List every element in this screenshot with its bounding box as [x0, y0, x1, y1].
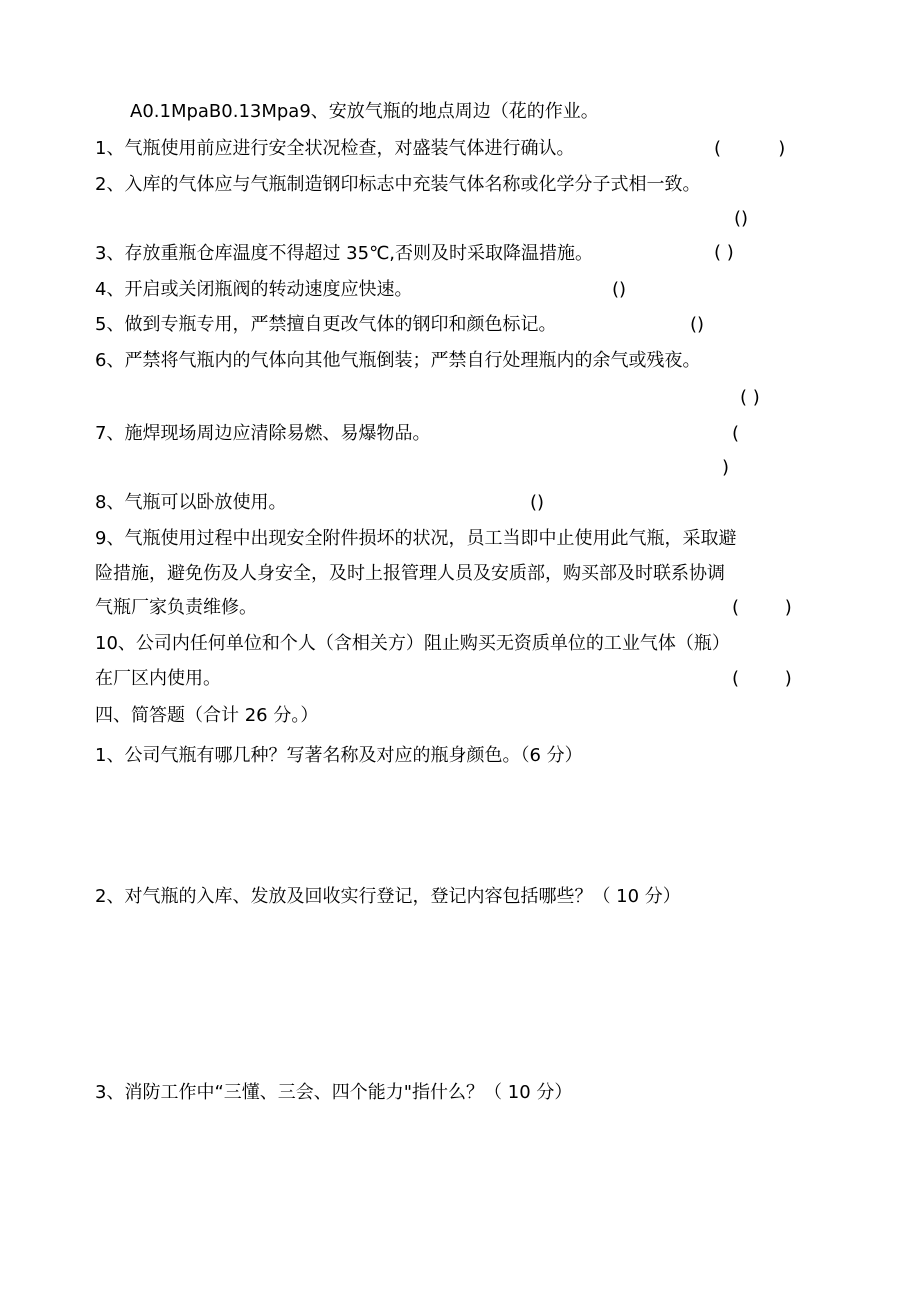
question-8: 8、气瓶可以卧放使用。 — [95, 492, 287, 513]
question-7: 7、施焊现场周边应清除易燃、易爆物品。 — [95, 423, 431, 444]
answer-paren-10: ( ) — [732, 668, 792, 689]
question-6: 6、严禁将气瓶内的气体向其他气瓶倒装；严禁自行处理瓶内的余气或残夜。 — [95, 350, 701, 371]
question-3: 3、存放重瓶仓库温度不得超过 35℃,否则及时采取降温措施。 — [95, 243, 594, 264]
question-9-line-1: 9、气瓶使用过程中出现安全附件损坏的状况，员工当即中止使用此气瓶，采取避 — [95, 528, 737, 549]
question-10-line-1: 10、公司内任何单位和个人（含相关方）阻止购买无资质单位的工业气体（瓶） — [95, 633, 730, 654]
question-5: 5、做到专瓶专用，严禁擅自更改气体的钢印和颜色标记。 — [95, 314, 557, 335]
short-answer-1: 1、公司气瓶有哪几种？写著名称及对应的瓶身颜色。（6 分） — [95, 745, 583, 766]
answer-paren-7-open: ( — [732, 423, 740, 444]
top-line: A0.1MpaB0.13Mpa9、安放气瓶的地点周边（花的作业。 — [130, 101, 599, 122]
question-4: 4、开启或关闭瓶阀的转动速度应快速。 — [95, 279, 413, 300]
answer-paren-6: ( ) — [740, 387, 760, 408]
question-9-line-3: 气瓶厂家负责维修。 — [95, 597, 257, 618]
answer-paren-7-close: ) — [722, 457, 730, 478]
question-10-line-2: 在厂区内使用。 — [95, 668, 221, 689]
question-1: 1、气瓶使用前应进行安全状况检查，对盛装气体进行确认。 — [95, 138, 575, 159]
answer-paren-9: ( ) — [732, 597, 792, 618]
answer-paren-2: () — [734, 208, 749, 229]
answer-paren-1: ( ) — [714, 138, 786, 159]
answer-paren-8: () — [530, 492, 545, 513]
short-answer-2: 2、对气瓶的入库、发放及回收实行登记，登记内容包括哪些？（ 10 分） — [95, 886, 681, 907]
answer-paren-3: ( ) — [714, 242, 734, 263]
answer-paren-4: () — [612, 279, 627, 300]
section-4-title: 四、简答题（合计 26 分。） — [95, 705, 319, 726]
short-answer-3: 3、消防工作中“三懂、三会、四个能力"指什么？（ 10 分） — [95, 1082, 573, 1103]
question-9-line-2: 险措施，避免伤及人身安全，及时上报管理人员及安质部，购买部及时联系协调 — [95, 563, 725, 584]
answer-paren-5: () — [690, 314, 705, 335]
question-2: 2、入库的气体应与气瓶制造钢印标志中充装气体名称或化学分子式相一致。 — [95, 174, 701, 195]
